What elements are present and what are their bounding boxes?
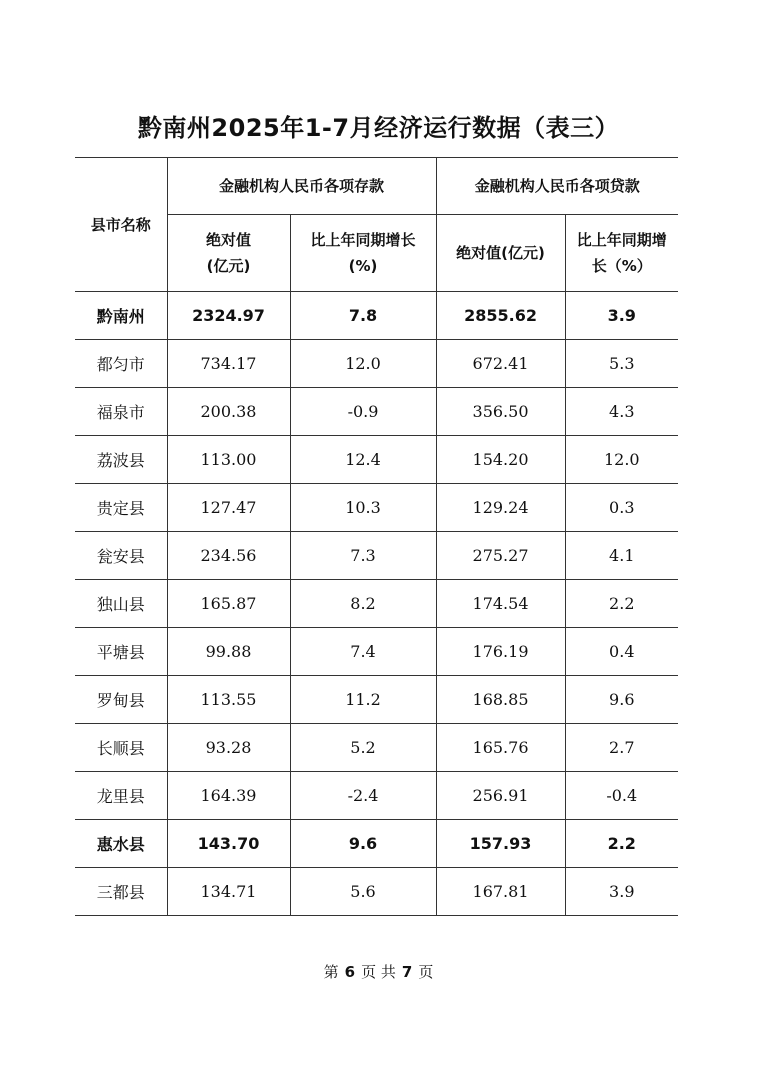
loan-absolute: 167.81 [436, 868, 565, 916]
table-row [75, 772, 678, 820]
county-name: 荔波县 [75, 436, 167, 484]
loan-growth: 4.1 [565, 532, 678, 580]
county-name: 惠水县 [75, 820, 167, 868]
loan-absolute: 256.91 [436, 772, 565, 820]
deposit-growth: -0.9 [290, 388, 436, 436]
footer-suffix: 页 [418, 963, 434, 981]
loan-growth: 4.3 [565, 388, 678, 436]
header-loan-absolute: 绝对值(亿元) [436, 215, 565, 292]
loan-growth: 12.0 [565, 436, 678, 484]
county-name: 罗甸县 [75, 676, 167, 724]
loan-growth: 3.9 [565, 292, 678, 340]
deposit-absolute: 164.39 [167, 772, 290, 820]
header-deposit-growth-line1: 比上年同期增长 [310, 231, 416, 249]
deposit-absolute: 113.00 [167, 436, 290, 484]
footer-prefix: 第 [323, 963, 339, 981]
county-name: 贵定县 [75, 484, 167, 532]
deposit-absolute: 165.87 [167, 580, 290, 628]
loan-growth: 2.2 [565, 820, 678, 868]
table-row [75, 868, 678, 916]
header-loan-growth [565, 215, 678, 292]
table-row [75, 580, 678, 628]
deposit-absolute: 734.17 [167, 340, 290, 388]
loan-growth: 9.6 [565, 676, 678, 724]
loan-growth: 3.9 [565, 868, 678, 916]
loan-absolute: 2855.62 [436, 292, 565, 340]
footer-total-pages: 7 [401, 963, 413, 981]
table-row [75, 292, 678, 340]
deposit-absolute: 234.56 [167, 532, 290, 580]
loan-growth: 2.2 [565, 580, 678, 628]
deposit-growth: 5.2 [290, 724, 436, 772]
header-deposit-absolute [167, 215, 290, 292]
deposit-absolute: 93.28 [167, 724, 290, 772]
deposit-growth: -2.4 [290, 772, 436, 820]
county-name: 长顺县 [75, 724, 167, 772]
deposit-growth: 10.3 [290, 484, 436, 532]
deposit-absolute: 134.71 [167, 868, 290, 916]
table-row [75, 628, 678, 676]
table-row [75, 436, 678, 484]
table-row [75, 340, 678, 388]
loan-absolute: 275.27 [436, 532, 565, 580]
county-name: 福泉市 [75, 388, 167, 436]
loan-absolute: 157.93 [436, 820, 565, 868]
county-name: 独山县 [75, 580, 167, 628]
header-deposit-growth [290, 215, 436, 292]
loan-growth: 0.4 [565, 628, 678, 676]
deposit-absolute: 2324.97 [167, 292, 290, 340]
loan-absolute: 129.24 [436, 484, 565, 532]
loan-absolute: 176.19 [436, 628, 565, 676]
header-deposit-absolute-line1: 绝对值 [205, 231, 251, 249]
table-row [75, 676, 678, 724]
deposit-growth: 9.6 [290, 820, 436, 868]
header-loan-growth-line1: 比上年同期增 [576, 231, 667, 249]
deposit-growth: 12.4 [290, 436, 436, 484]
deposit-absolute: 143.70 [167, 820, 290, 868]
page-title: 黔南州2025年1-7月经济运行数据（表三） [137, 114, 620, 142]
county-name: 都匀市 [75, 340, 167, 388]
loan-growth: 0.3 [565, 484, 678, 532]
deposit-growth: 11.2 [290, 676, 436, 724]
deposit-growth: 7.8 [290, 292, 436, 340]
county-name: 龙里县 [75, 772, 167, 820]
table-row [75, 484, 678, 532]
county-name: 平塘县 [75, 628, 167, 676]
loan-absolute: 154.20 [436, 436, 565, 484]
county-name: 瓮安县 [75, 532, 167, 580]
header-deposit-absolute-line2: (亿元) [206, 257, 251, 275]
table-row [75, 388, 678, 436]
deposit-absolute: 99.88 [167, 628, 290, 676]
county-name: 黔南州 [75, 292, 167, 340]
deposit-growth: 8.2 [290, 580, 436, 628]
table-row [75, 532, 678, 580]
deposit-absolute: 200.38 [167, 388, 290, 436]
economic-data-table [75, 157, 678, 916]
loan-absolute: 168.85 [436, 676, 565, 724]
header-deposit-growth-line2: (%) [348, 257, 378, 275]
header-loan-growth-line2: 长（%） [591, 257, 652, 275]
loan-absolute: 356.50 [436, 388, 565, 436]
loan-absolute: 165.76 [436, 724, 565, 772]
county-name: 三都县 [75, 868, 167, 916]
loan-growth: 5.3 [565, 340, 678, 388]
loan-absolute: 672.41 [436, 340, 565, 388]
header-loans-group: 金融机构人民币各项贷款 [436, 158, 678, 215]
loan-growth: -0.4 [565, 772, 678, 820]
header-county-name: 县市名称 [75, 158, 167, 292]
footer-mid: 页 共 [361, 963, 396, 981]
footer-page-number: 6 [344, 963, 356, 981]
deposit-growth: 7.4 [290, 628, 436, 676]
table-row [75, 820, 678, 868]
deposit-growth: 5.6 [290, 868, 436, 916]
loan-growth: 2.7 [565, 724, 678, 772]
deposit-growth: 12.0 [290, 340, 436, 388]
deposit-growth: 7.3 [290, 532, 436, 580]
header-deposits-group: 金融机构人民币各项存款 [167, 158, 436, 215]
page-footer [0, 961, 757, 983]
loan-absolute: 174.54 [436, 580, 565, 628]
deposit-absolute: 113.55 [167, 676, 290, 724]
table-row [75, 724, 678, 772]
deposit-absolute: 127.47 [167, 484, 290, 532]
